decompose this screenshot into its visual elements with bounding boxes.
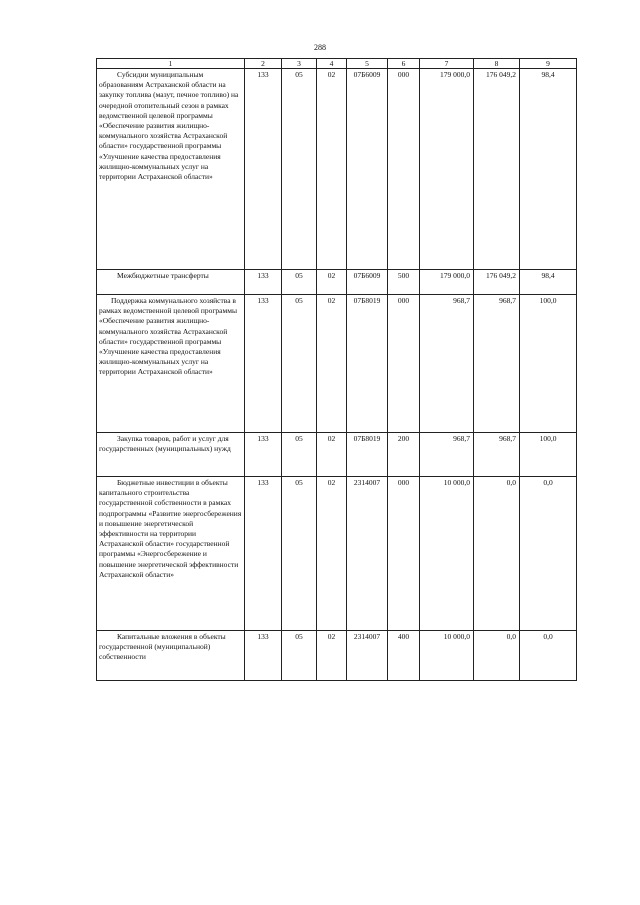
cell-expense-type: 400 xyxy=(388,631,420,681)
row-description: Закупка товаров, работ и услуг для государственных (муниципальных) нужд xyxy=(97,433,245,477)
cell-section: 05 xyxy=(282,295,317,433)
column-header: 6 xyxy=(388,59,420,69)
cell-subsection: 02 xyxy=(317,631,347,681)
cell-percent: 0,0 xyxy=(520,631,577,681)
page-number: 288 xyxy=(314,43,326,52)
cell-section: 05 xyxy=(282,433,317,477)
cell-percent: 100,0 xyxy=(520,295,577,433)
cell-executed: 968,7 xyxy=(474,433,520,477)
column-header: 8 xyxy=(474,59,520,69)
cell-expense-type: 000 xyxy=(388,295,420,433)
cell-planned: 10 000,0 xyxy=(420,477,474,631)
table-row xyxy=(97,270,577,295)
cell-target-article: 07Б8019 xyxy=(347,433,388,477)
cell-subsection: 02 xyxy=(317,433,347,477)
cell-admin-code: 133 xyxy=(245,433,282,477)
cell-section: 05 xyxy=(282,69,317,270)
cell-subsection: 02 xyxy=(317,270,347,295)
column-header: 5 xyxy=(347,59,388,69)
cell-planned: 179 000,0 xyxy=(420,69,474,270)
header-row xyxy=(97,59,577,69)
cell-executed: 176 049,2 xyxy=(474,69,520,270)
cell-executed: 0,0 xyxy=(474,477,520,631)
table-row xyxy=(97,631,577,681)
cell-target-article: 2314007 xyxy=(347,477,388,631)
table-row xyxy=(97,69,577,270)
cell-planned: 179 000,0 xyxy=(420,270,474,295)
column-header: 2 xyxy=(245,59,282,69)
cell-target-article: 07Б8019 xyxy=(347,295,388,433)
row-description: Межбюджетные трансферты xyxy=(97,270,245,295)
cell-planned: 968,7 xyxy=(420,295,474,433)
cell-subsection: 02 xyxy=(317,295,347,433)
column-header: 3 xyxy=(282,59,317,69)
cell-admin-code: 133 xyxy=(245,477,282,631)
column-header: 9 xyxy=(520,59,577,69)
cell-planned: 968,7 xyxy=(420,433,474,477)
cell-expense-type: 000 xyxy=(388,69,420,270)
table-row xyxy=(97,295,577,433)
cell-section: 05 xyxy=(282,631,317,681)
row-description: Поддержка коммунального хозяйства в рамках ведомственной целевой программы «Обеспечение развития жилищно-коммунального хозяйства Астраханской области» государственной программы «Улучшение качества предоставления жилищно-коммунальных услуг на территории Астраханской области» xyxy=(97,295,245,433)
cell-percent: 98,4 xyxy=(520,69,577,270)
cell-target-article: 07Б6009 xyxy=(347,270,388,295)
table-row xyxy=(97,433,577,477)
cell-planned: 10 000,0 xyxy=(420,631,474,681)
cell-percent: 0,0 xyxy=(520,477,577,631)
cell-admin-code: 133 xyxy=(245,270,282,295)
cell-expense-type: 500 xyxy=(388,270,420,295)
cell-expense-type: 200 xyxy=(388,433,420,477)
cell-percent: 98,4 xyxy=(520,270,577,295)
cell-executed: 0,0 xyxy=(474,631,520,681)
cell-section: 05 xyxy=(282,477,317,631)
column-header: 4 xyxy=(317,59,347,69)
row-description: Капитальные вложения в объекты государственной (муниципальной) собственности xyxy=(97,631,245,681)
cell-admin-code: 133 xyxy=(245,69,282,270)
cell-percent: 100,0 xyxy=(520,433,577,477)
cell-expense-type: 000 xyxy=(388,477,420,631)
column-header: 7 xyxy=(420,59,474,69)
cell-executed: 176 049,2 xyxy=(474,270,520,295)
table-row xyxy=(97,477,577,631)
budget-table xyxy=(96,58,577,681)
cell-target-article: 07Б6009 xyxy=(347,69,388,270)
row-description: Бюджетные инвестиции в объекты капитального строительства государственной собственности в рамках подпрограммы «Развитие энергосбережения и повышение энергетической эффективности на территории Астраханской области» государственной программы «Энергосбережение и повышение энергетической эффективности Астраханской области» xyxy=(97,477,245,631)
cell-section: 05 xyxy=(282,270,317,295)
cell-admin-code: 133 xyxy=(245,631,282,681)
cell-target-article: 2314007 xyxy=(347,631,388,681)
cell-subsection: 02 xyxy=(317,477,347,631)
cell-admin-code: 133 xyxy=(245,295,282,433)
cell-executed: 968,7 xyxy=(474,295,520,433)
row-description: Субсидии муниципальным образованиям Астраханской области на закупку топлива (мазут, печное топливо) на очередной отопительный сезон в рамках ведомственной целевой программы «Обеспечение развития жилищно-коммунального хозяйства Астраханской области» государственной программы «Улучшение качества предоставления жилищно-коммунальных услуг на территории Астраханской области» xyxy=(97,69,245,270)
cell-subsection: 02 xyxy=(317,69,347,270)
column-header: 1 xyxy=(97,59,245,69)
